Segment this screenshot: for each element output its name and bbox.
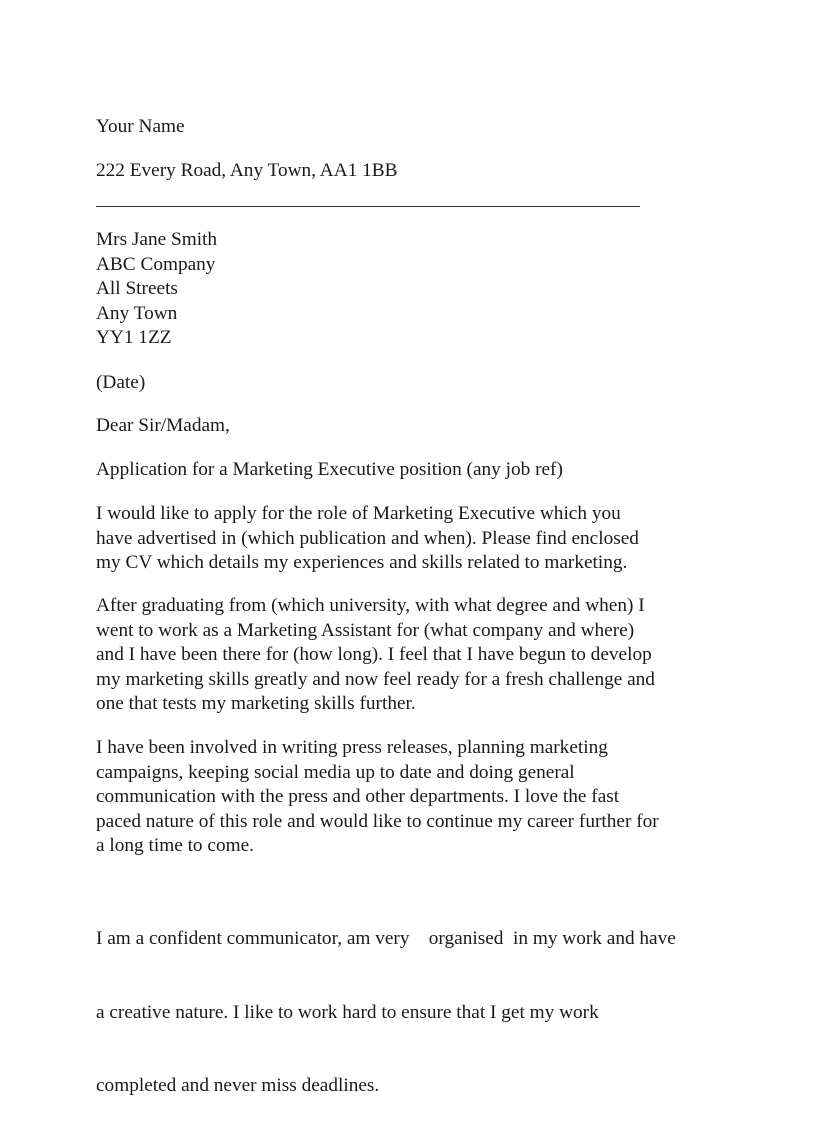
paragraph-line: campaigns, keeping social media up to date and doing general bbox=[96, 761, 575, 783]
paragraph-line: my CV which details my experiences and skills related to marketing. bbox=[96, 552, 628, 573]
paragraph-3 bbox=[96, 736, 659, 859]
header-divider bbox=[96, 206, 640, 207]
recipient-street: All Streets bbox=[96, 278, 178, 299]
paragraph-1 bbox=[96, 502, 639, 576]
paragraph-line: a long time to come. bbox=[96, 835, 254, 856]
paragraph-line: paced nature of this role and would like to continue my career further for bbox=[96, 810, 659, 832]
letter-date: (Date) bbox=[96, 372, 146, 393]
paragraph-4 bbox=[96, 878, 676, 1148]
recipient-company: ABC Company bbox=[96, 253, 216, 275]
salutation: Dear Sir/Madam, bbox=[96, 415, 230, 436]
recipient-name: Mrs Jane Smith bbox=[96, 229, 218, 250]
paragraph-line: I am a confident communicator, am very organised in my work and have bbox=[96, 928, 676, 949]
paragraph-line: After graduating from (which university, with what degree and when) I bbox=[96, 595, 645, 616]
sender-name: Your Name bbox=[96, 116, 185, 137]
paragraph-line: went to work as a Marketing Assistant for (what company and where) bbox=[96, 619, 635, 641]
paragraph-line: communication with the press and other departments. I love the fast bbox=[96, 786, 620, 807]
recipient-postcode: YY1 1ZZ bbox=[96, 327, 172, 348]
paragraph-line: a creative nature. I like to work hard to ensure that I get my work bbox=[96, 1001, 599, 1023]
paragraph-line: one that tests my marketing skills further. bbox=[96, 693, 416, 714]
paragraph-line: and I have been there for (how long). I feel that I have begun to develop bbox=[96, 644, 652, 665]
recipient-town: Any Town bbox=[96, 302, 178, 324]
paragraph-line: I would like to apply for the role of Marketing Executive which you bbox=[96, 503, 621, 524]
paragraph-line: my marketing skills greatly and now feel ready for a fresh challenge and bbox=[96, 668, 655, 690]
paragraph-line: completed and never miss deadlines. bbox=[96, 1075, 380, 1096]
recipient-address bbox=[96, 228, 217, 351]
paragraph-line: have advertised in (which publication and when). Please find enclosed bbox=[96, 527, 639, 549]
paragraph-2 bbox=[96, 594, 655, 717]
sender-address: 222 Every Road, Any Town, AA1 1BB bbox=[96, 160, 398, 181]
paragraph-line: I have been involved in writing press releases, planning marketing bbox=[96, 737, 608, 758]
letter-subject: Application for a Marketing Executive position (any job ref) bbox=[96, 459, 563, 480]
